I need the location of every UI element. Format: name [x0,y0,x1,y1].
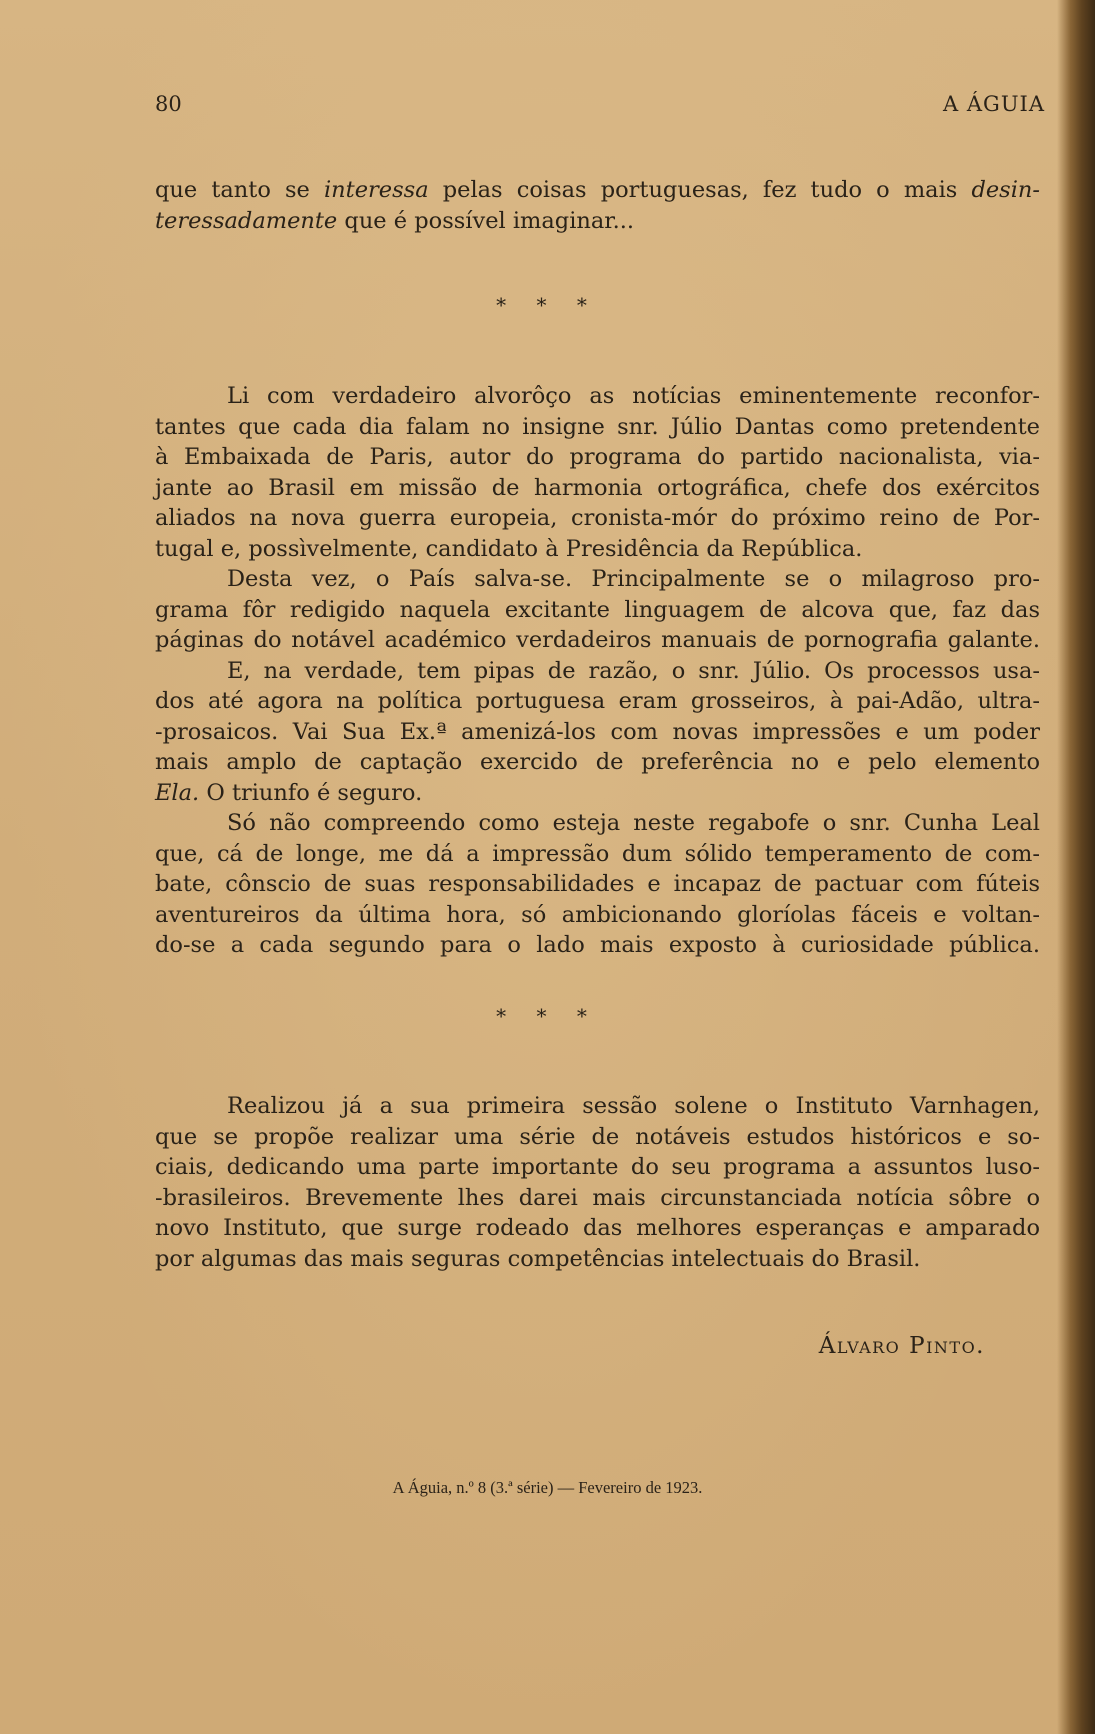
text-line: Ela. O triunfo é seguro. [155,779,423,806]
author-signature: Álvaro Pinto. [818,1333,985,1359]
italic-word: desin- [971,177,1040,203]
paragraph-dantas [155,381,1040,961]
paragraph-intro [155,175,1040,236]
italic-word: Ela. [155,779,200,806]
text-line: mais amplo de captação exercido de preferência no e pelo elemento [155,749,1040,775]
text-line: aliados na nova guerra europeia, cronista-mór do próximo reino de Por- [155,505,1040,531]
text-line: páginas do notável académico verdadeiros manuais de pornografia galante. [155,627,1040,653]
page-number: 80 [155,92,182,116]
text-line: do-se a cada segundo para o lado mais exposto à curiosidade pública. [155,932,1040,958]
text-line: tantes que cada dia falam no insigne snr. Júlio Dantas como pretendente [155,413,1040,440]
text-line: -prosaicos. Vai Sua Ex.ª amenizá-los com novas impressões e um poder [155,718,1040,745]
paragraph-varnhagen [155,1091,1040,1274]
text-line: novo Instituto, que surge rodeado das melhores esperanças e amparado [155,1215,1040,1241]
text-line: Só não compreendo como esteja neste regabofe o snr. Cunha Leal [227,810,1040,836]
text-line: que tanto se interessa pelas coisas portuguesas, fez tudo o mais desin- [155,177,1040,203]
text-line: Desta vez, o País salva-se. Principalmente se o milagroso pro- [227,566,1040,592]
text-line: tugal e, possìvelmente, candidato à Presidência da República. [155,535,863,562]
text-line: E, na verdade, tem pipas de razão, o snr. Júlio. Os processos usa- [227,657,1040,684]
italic-word: interessa [323,177,429,203]
text-line: que se propõe realizar uma série de notáveis estudos históricos e so- [155,1123,1040,1150]
section-separator: * * * [496,1004,599,1028]
text-line: Li com verdadeiro alvorôço as notícias eminentemente reconfor- [227,383,1040,409]
text-line: jante ao Brasil em missão de harmonia ortográfica, chefe dos exércitos [155,474,1040,501]
text-line: ciais, dedicando uma parte importante do seu programa a assuntos luso- [155,1154,1040,1180]
text-line: -brasileiros. Brevemente lhes darei mais circunstanciada notícia sôbre o [155,1184,1040,1211]
text-line: bate, cônscio de suas responsabilidades e incapaz de pactuar com fúteis [155,871,1040,897]
text-line: grama fôr redigido naquela excitante linguagem de alcova que, faz das [155,596,1040,623]
text-line: aventureiros da última hora, só ambicionando gloríolas fáceis e voltan- [155,901,1040,928]
section-separator: * * * [496,293,599,317]
text-line: dos até agora na política portuguesa eram grosseiros, à pai-Adão, ultra- [155,688,1040,714]
text-line: Realizou já a sua primeira sessão solene o Instituto Varnhagen, [227,1093,1040,1119]
text-line: à Embaixada de Paris, autor do programa do partido nacionalista, via- [155,444,1040,470]
page-edge-shadow [1057,0,1095,1734]
text-line: que, cá de longe, me dá a impressão dum sólido temperamento de com- [155,840,1040,867]
page-header [155,92,1045,124]
text-line: teressadamente que é possível imaginar... [155,207,635,234]
issue-footer: A Águia, n.º 8 (3.ª série) — Fevereiro de 1923. [392,1478,703,1497]
italic-word: teressadamente [155,207,338,234]
running-title: A ÁGUIA [943,92,1045,116]
text-line: por algumas das mais seguras competências intelectuais do Brasil. [155,1245,921,1272]
